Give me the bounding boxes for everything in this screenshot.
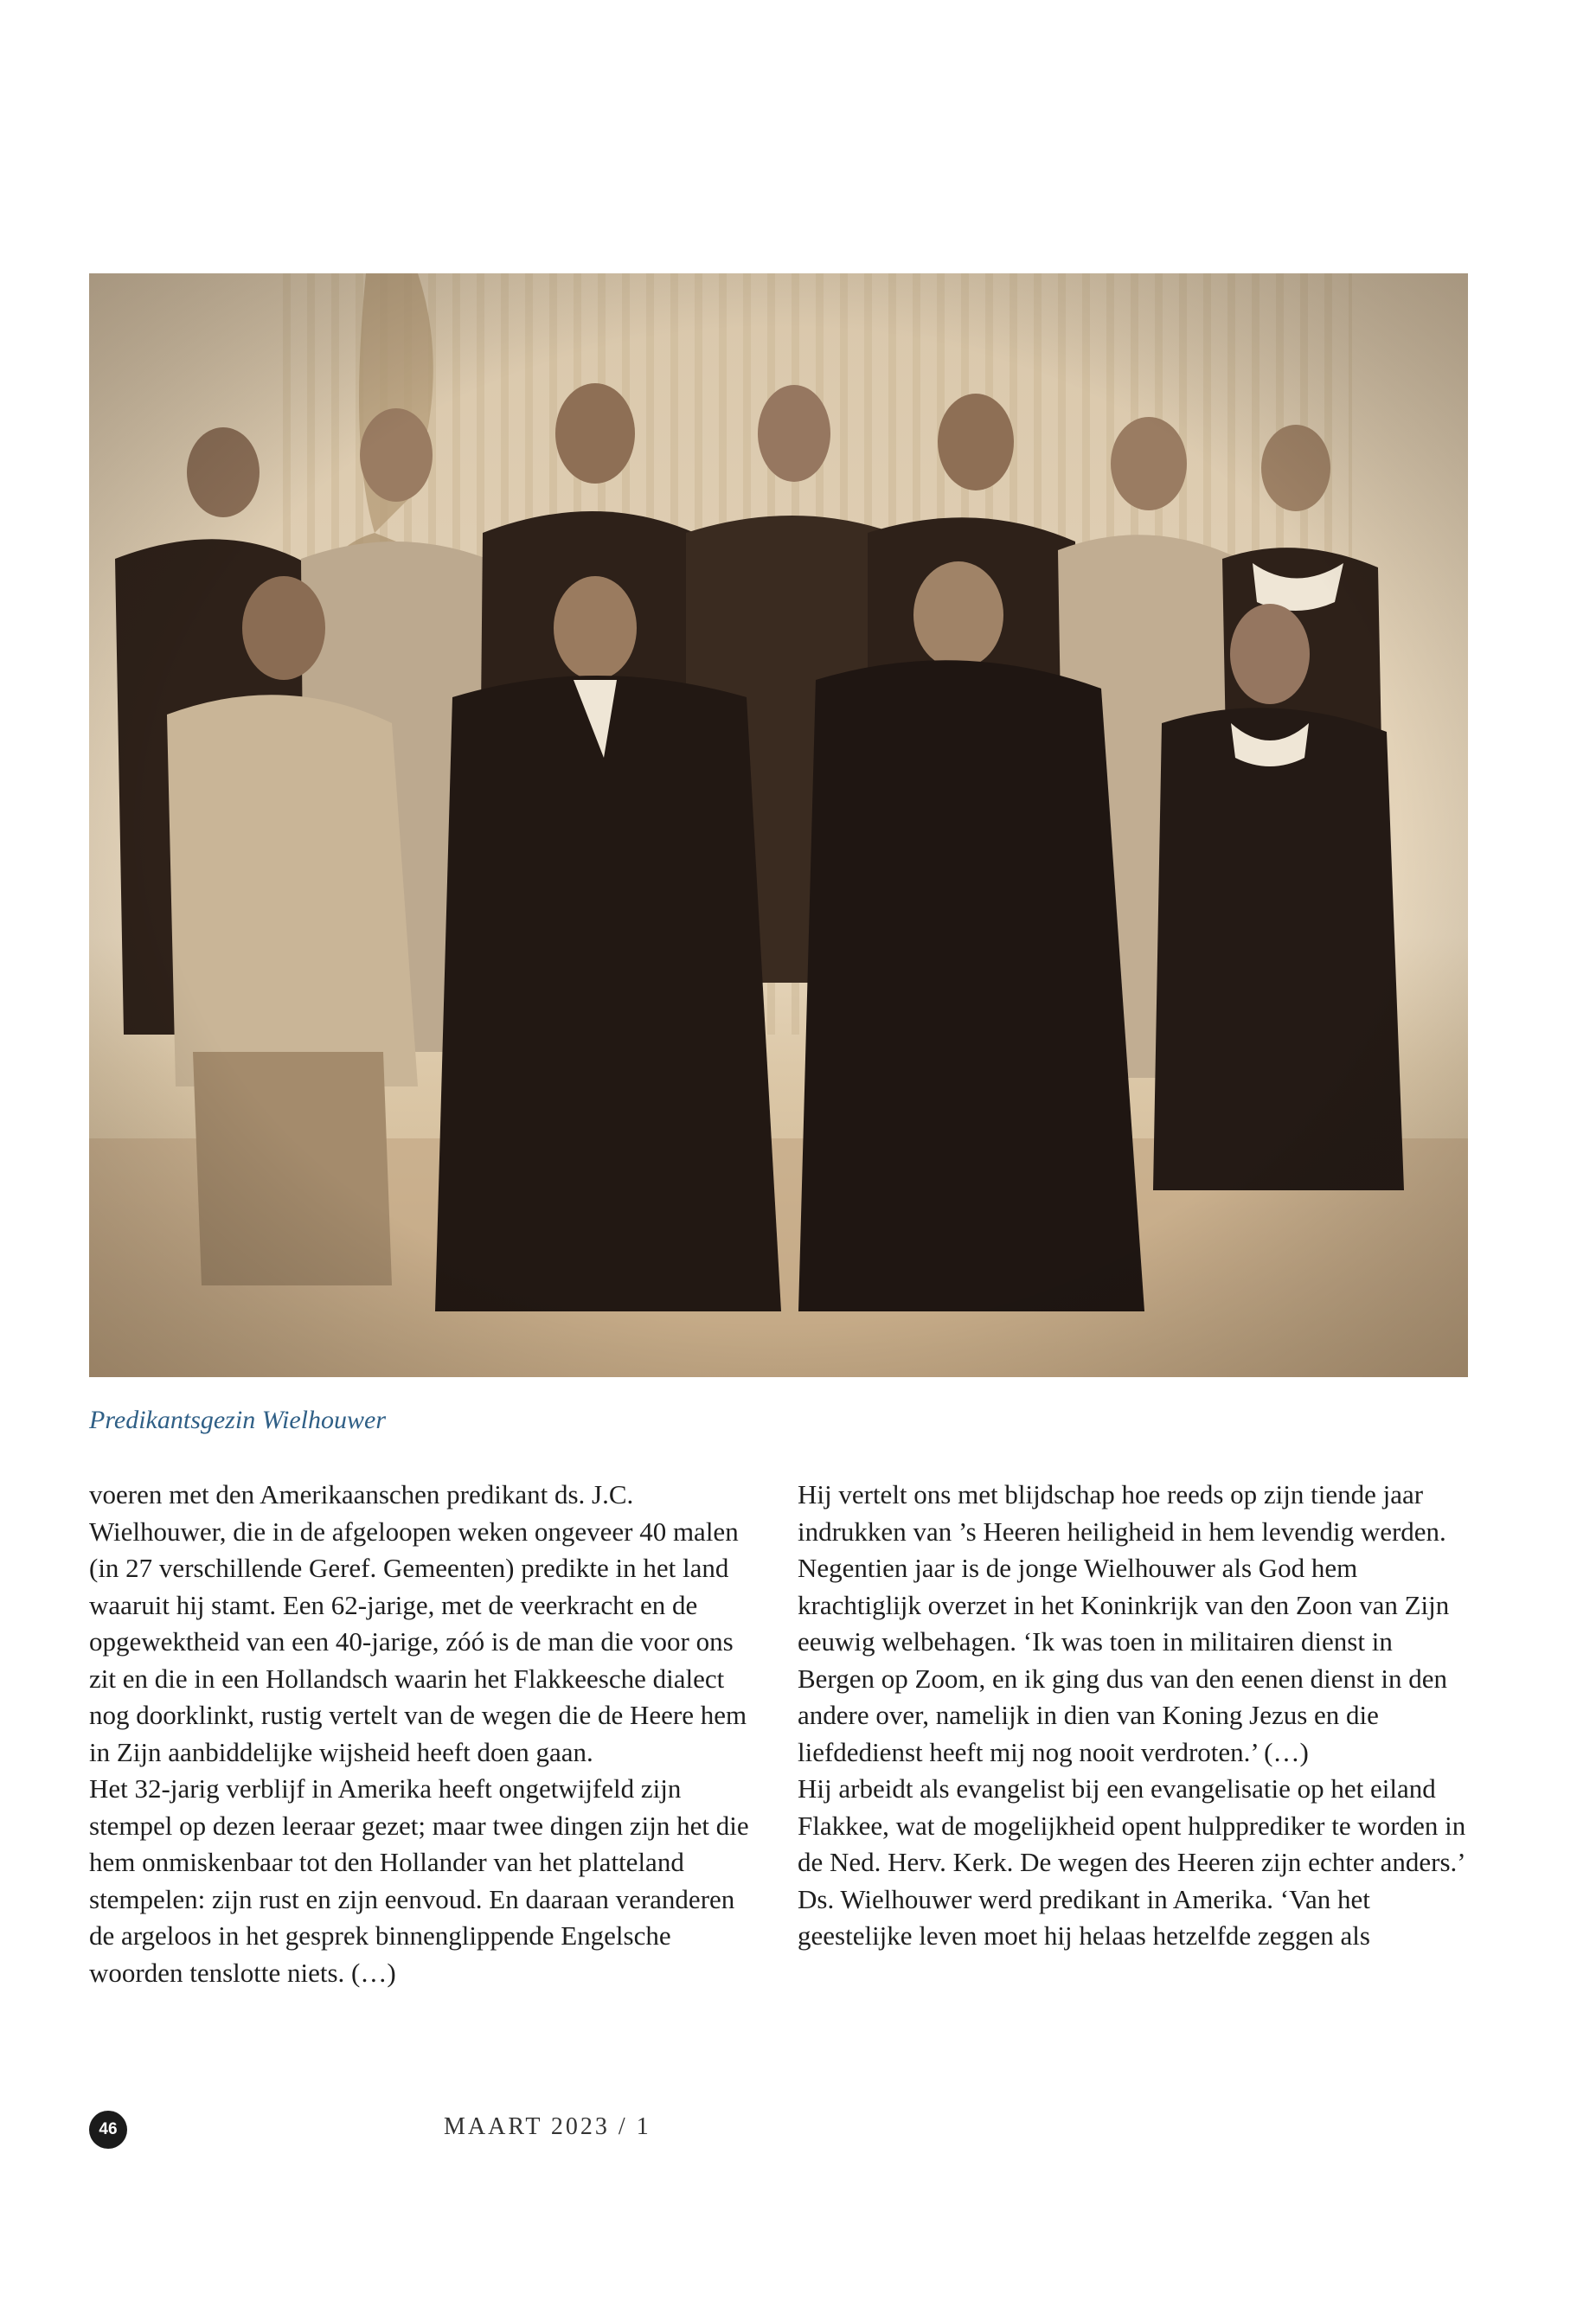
- paragraph: Het 32-jarig verblijf in Amerika heeft ongetwijfeld zijn stempel op dezen leeraar gezet; maar twee dingen zijn het die hem onmiskenbaar tot den Hollander van het platteland stempelen: zijn rust en zijn eenvoud. En daaraan veranderen de argeloos in het gesprek binnenglippende Engelsche woorden tenslotte niets. (…): [89, 1773, 749, 1988]
- paragraph: Ds. Wielhouwer werd predikant in Amerika. ‘Van het geestelijke leven moet hij helaas hetzelfde zeggen als: [798, 1883, 1370, 1951]
- paragraph: Hij vertelt ons met blijdschap hoe reeds op zijn tiende jaar indrukken van ’s Heeren heiligheid in hem levendig werden. Negentien jaar is de jonge Wielhouwer als God hem krachtiglijk overzet in het Koninkrijk van den Zoon van Zijn eeuwig welbehagen. ‘Ik was toen in militairen dienst in Bergen op Zoom, en ik ging dus van den eenen dienst in den andere over, namelijk in dien van Koning Jezus en die liefdedienst heeft mij nog nooit verdroten.’ (…): [798, 1479, 1450, 1767]
- family-portrait-photo: [89, 273, 1468, 1377]
- text-column-right: [798, 1477, 1472, 1955]
- issue-label: MAART 2023 / 1: [444, 2113, 651, 2140]
- text-column-left: [89, 1477, 764, 1991]
- paragraph: voeren met den Amerikaanschen predikant ds. J.C. Wielhouwer, die in de afgeloopen weken ongeveer 40 malen (in 27 verschillende Geref. Gemeenten) predikte in het land waaruit hij stamt. Een 62-jarige, met de veerkracht en de opgewektheid van een 40-jarige, zóó is de man die voor ons zit en die in een Hollandsch waarin het Flakkeesche dialect nog doorklinkt, rustig vertelt van de wegen die de Heere hem in Zijn aanbiddelijke wijsheid heeft doen gaan.: [89, 1479, 747, 1767]
- photo-caption: Predikantsgezin Wielhouwer: [89, 1406, 387, 1434]
- page-number-badge: 46: [89, 2111, 127, 2149]
- paragraph: Hij arbeidt als evangelist bij een evangelisatie op het eiland Flakkee, wat de mogelijkheid opent hulpprediker te worden in de Ned. Herv. Kerk. De wegen des Heeren zijn echter anders.’: [798, 1773, 1466, 1877]
